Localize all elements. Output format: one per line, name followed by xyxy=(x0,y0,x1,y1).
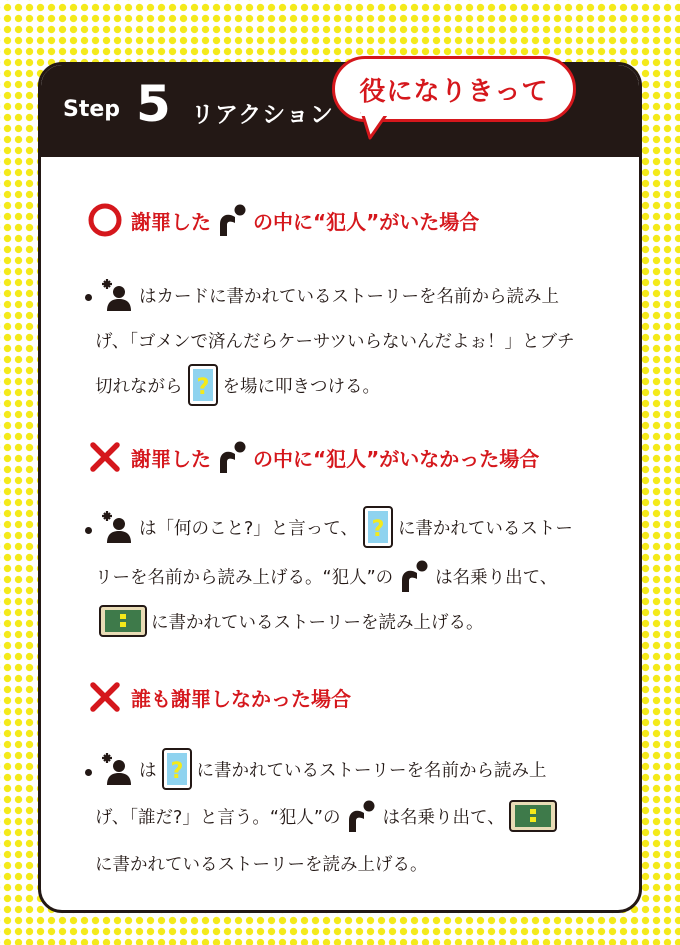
bullet xyxy=(85,294,92,301)
step-card xyxy=(38,62,642,913)
blackboard-card-icon xyxy=(509,800,557,832)
text-line xyxy=(95,322,575,358)
line-text: は名乗り出て、 xyxy=(382,807,505,828)
text-line xyxy=(95,603,484,639)
text-line xyxy=(95,798,561,834)
line-text: に書かれているストーリーを読み上げる。 xyxy=(95,854,428,875)
svg-text:?: ? xyxy=(196,375,209,400)
step-label: Step xyxy=(63,97,121,122)
bowing-person-icon xyxy=(344,799,378,833)
line-text: は「何のこと?」と言って、 xyxy=(139,518,358,539)
bowing-person-icon xyxy=(215,203,249,237)
line-text: げ、「ゴメンで済んだらケーサツいらないんだよぉ！」とブチ xyxy=(95,331,575,352)
speech-bubble-tail xyxy=(358,112,392,140)
bowing-person-icon xyxy=(397,559,431,593)
line-text: は xyxy=(139,760,157,781)
step-title: リアクション xyxy=(191,102,334,128)
cross-mark-icon xyxy=(87,679,123,715)
line-text: に書かれているストーリーを名前から読み上 xyxy=(196,760,547,781)
step-number: 5 xyxy=(136,75,171,133)
line-text: はカードに書かれているストーリーを名前から読み上 xyxy=(139,286,559,307)
line-text: を場に叩きつける。 xyxy=(222,376,380,397)
text-line xyxy=(95,558,557,594)
line-text: リーを名前から読み上げる。“犯人”の xyxy=(95,567,394,588)
heading-text-a: 謝罪した xyxy=(131,446,211,471)
bullet xyxy=(85,769,92,776)
angry-person-icon xyxy=(99,277,135,313)
line-text: に書かれているストー xyxy=(397,518,573,539)
circle-mark-icon xyxy=(87,202,123,238)
bowing-person-icon xyxy=(215,440,249,474)
heading-text-b: の中に“犯人”がいなかった場合 xyxy=(253,446,540,471)
text-line xyxy=(95,277,559,313)
text-line xyxy=(95,367,380,403)
angry-person-icon xyxy=(99,751,135,787)
heading-text-b: の中に“犯人”がいた場合 xyxy=(253,209,480,234)
line-text: に書かれているストーリーを読み上げる。 xyxy=(151,612,484,633)
section-heading-found xyxy=(87,203,479,237)
heading-text-a: 誰も謝罪しなかった場合 xyxy=(131,686,351,711)
speech-bubble-text: 役になりきって xyxy=(359,77,549,107)
text-line xyxy=(95,845,428,881)
text-line xyxy=(95,509,573,545)
angry-person-icon xyxy=(99,509,135,545)
line-text: げ、「誰だ?」と言う。“犯人”の xyxy=(95,807,341,828)
text-line xyxy=(95,751,547,787)
section-heading-not-found xyxy=(87,440,539,474)
line-text: は名乗り出て、 xyxy=(435,567,558,588)
bullet xyxy=(85,527,92,534)
blackboard-card-icon xyxy=(99,605,147,637)
svg-text:?: ? xyxy=(170,759,183,784)
line-text: 切れながら xyxy=(95,376,183,397)
question-card-icon xyxy=(187,363,219,407)
question-card-icon xyxy=(161,747,193,791)
svg-text:?: ? xyxy=(371,517,385,542)
heading-text-a: 謝罪した xyxy=(131,209,211,234)
cross-mark-icon xyxy=(87,439,123,475)
section-heading-nobody xyxy=(87,680,351,714)
question-card-icon xyxy=(362,505,394,549)
